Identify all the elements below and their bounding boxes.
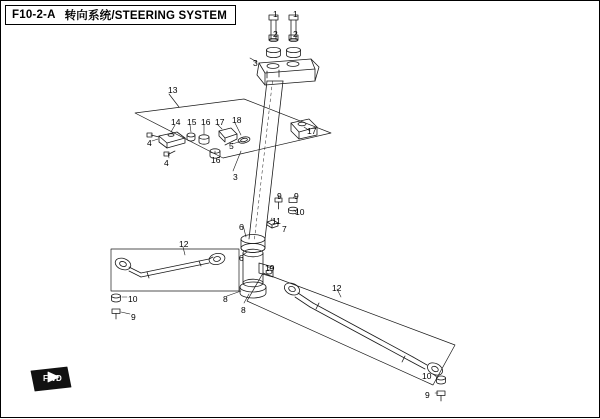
- tie-rod-right: [247, 273, 455, 401]
- callout-number: 10: [128, 294, 138, 304]
- fwd-label: FWD: [43, 374, 63, 383]
- callout-number: 3: [233, 172, 238, 182]
- callout-number: 7: [282, 224, 287, 234]
- callout-number: 4: [147, 138, 152, 148]
- callout-number: 1: [293, 9, 298, 19]
- callout-number: 19: [265, 263, 275, 273]
- callout-number: 12: [332, 283, 342, 293]
- fwd-label-box: [31, 367, 73, 393]
- callout-number: 11: [272, 216, 281, 226]
- title-name: 转向系统/STEERING SYSTEM: [64, 10, 228, 22]
- title-code: F10-2-A: [12, 9, 56, 21]
- callout-number: 8: [223, 294, 228, 304]
- callout-number: 10: [295, 207, 305, 217]
- callout-number: 3: [253, 58, 258, 68]
- callout-number: 15: [187, 117, 197, 127]
- callout-number: 2: [273, 29, 278, 39]
- callout-number: 9: [294, 191, 299, 201]
- callout-number: 16: [211, 155, 221, 165]
- callout-number: 4: [164, 158, 169, 168]
- callout-number: 13: [168, 85, 178, 95]
- callout-number: 17: [307, 126, 317, 136]
- callout-number: 9: [277, 191, 282, 201]
- callout-number: 17: [215, 117, 225, 127]
- callout-number: 2: [293, 29, 298, 39]
- callout-number: 6: [239, 253, 244, 263]
- callout-number: 6: [239, 222, 244, 232]
- callout-number: 9: [131, 312, 136, 322]
- callout-number: 12: [179, 239, 189, 249]
- callout-number: 1: [273, 9, 278, 19]
- callout-number: 9: [425, 390, 430, 400]
- tie-rod-left: [111, 249, 239, 319]
- callout-number: 5: [229, 141, 234, 151]
- callout-number: 8: [241, 305, 246, 315]
- callout-number: 18: [232, 115, 242, 125]
- callout-number: 10: [422, 371, 432, 381]
- callout-number: 16: [201, 117, 211, 127]
- upper-steering-bracket: [257, 59, 319, 85]
- callout-number: 14: [171, 117, 181, 127]
- upper-bushings: [267, 47, 301, 57]
